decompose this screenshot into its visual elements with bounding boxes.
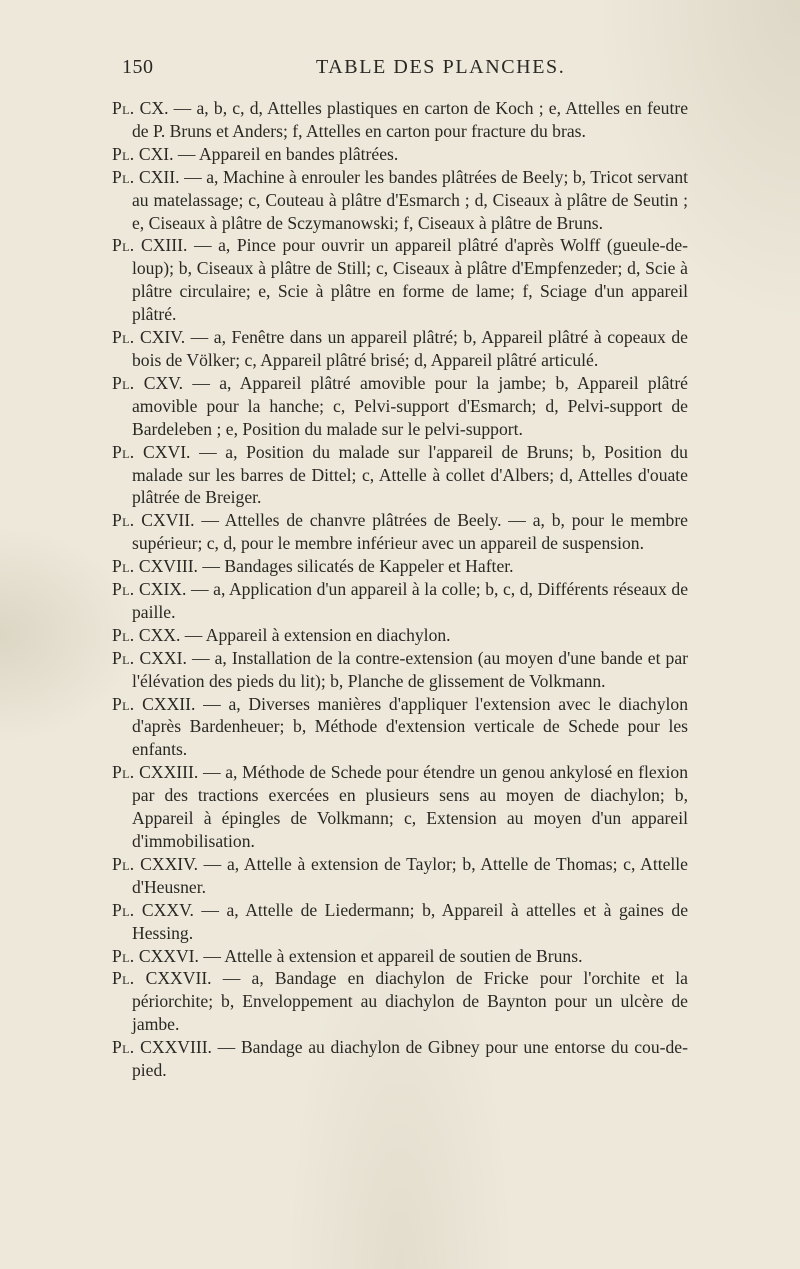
plate-entry xyxy=(112,945,688,968)
plate-label: Pl. xyxy=(112,647,135,668)
plate-label: Pl. xyxy=(112,579,135,600)
page-header xyxy=(122,56,682,84)
plate-entry xyxy=(112,326,688,372)
plate-label: Pl. xyxy=(112,98,135,118)
plate-label: Pl. xyxy=(112,762,135,783)
plate-entry xyxy=(112,555,688,578)
plate-description: CXX. — Appareil à extension en diachylon. xyxy=(138,624,451,645)
plate-label: Pl. xyxy=(112,1037,135,1058)
page-number: 150 xyxy=(122,56,154,78)
plate-description: CXVII. — Attelles de chanvre plâtrées de Beely. — a, b, pour le membre supérieur; c, d, pour le membre inférieur avec un appareil de suspension. xyxy=(132,510,688,554)
plate-description: CXXI. — a, Installation de la contre-extension (au moyen d'une bande et par l'élévation des pieds du lit); b, Planche de glissement de Volkmann. xyxy=(132,647,688,691)
plate-description: CXII. — a, Machine à enrouler les bandes plâtrées de Beely; b, Tricot servant au matelassage; c, Couteau à plâtre d'Esmarch ; d, Ciseaux à plâtre de Seutin ; e, Ciseaux à plâtre de Sczymanowski; f, Ciseaux à plâtre de Bruns. xyxy=(132,166,688,233)
plate-entry xyxy=(112,97,688,143)
plate-description: CXIX. — a, Application d'un appareil à la colle; b, c, d, Différents réseaux de paille. xyxy=(132,579,689,622)
plate-description: CXXV. — a, Attelle de Liedermann; b, Appareil à attelles et à gaines de Hessing. xyxy=(132,899,688,943)
plate-label: Pl. xyxy=(112,899,135,920)
plate-label: Pl. xyxy=(112,143,135,164)
plate-entry xyxy=(112,372,688,441)
plate-entry xyxy=(112,853,688,899)
plate-description: CXV. — a, Appareil plâtré amovible pour la jambe; b, Appareil plâtré amovible pour la hanche; c, Pelvi-support d'Esmarch; d, Pelvi-support de Bardeleben ; e, Position du malade sur le pelvi-support. xyxy=(132,372,688,439)
plate-description: CXVI. — a, Position du malade sur l'appareil de Bruns; b, Position du malade sur les barres de Dittel; c, Attelle à collet d'Albers; d, Attelles d'ouate plâtrée de Breiger. xyxy=(132,441,688,508)
plate-entry xyxy=(112,441,688,510)
plate-label: Pl. xyxy=(112,556,135,577)
plate-description: CXIII. — a, Pince pour ouvrir un appareil plâtré d'après Wolff (gueule-de-loup); b, Ciseaux à plâtre de Still; c, Ciseaux à plâtre d'Empfenzeder; d, Scie à plâtre circulaire; e, Scie à plâtre en forme de lame; f, Sciage d'un appareil plâtré. xyxy=(132,235,688,325)
plate-description: CXI. — Appareil en bandes plâtrées. xyxy=(138,143,399,164)
plate-description: CXXVI. — Attelle à extension et appareil de soutien de Bruns. xyxy=(138,945,583,966)
plate-entry xyxy=(112,166,688,235)
plate-description: CXIV. — a, Fenêtre dans un appareil plâtré; b, Appareil plâtré à copeaux de bois de Völker; c, Appareil plâtré brisé; d, Appareil plâtré articulé. xyxy=(132,327,688,370)
plate-label: Pl. xyxy=(112,166,135,187)
plate-description: CXXII. — a, Diverses manières d'appliquer l'extension avec le diachylon d'après Bardenheuer; b, Méthode d'extension verticale de Schede pour les enfants. xyxy=(132,693,689,760)
plate-entry xyxy=(112,899,688,945)
plate-entry xyxy=(112,761,688,853)
plate-entry xyxy=(112,624,688,647)
plate-entry xyxy=(112,509,688,555)
plates-list xyxy=(112,97,688,1082)
plate-entry xyxy=(112,1036,688,1082)
plate-label: Pl. xyxy=(112,624,135,645)
plate-label: Pl. xyxy=(112,693,135,714)
running-title: TABLE DES PLANCHES. xyxy=(316,56,566,78)
plate-label: Pl. xyxy=(112,441,135,462)
plate-label: Pl. xyxy=(112,945,135,966)
plate-description: CXXVII. — a, Bandage en diachylon de Fricke pour l'orchite et la périorchite; b, Enveloppement au diachylon de Baynton pour un ulcère de jambe. xyxy=(132,968,688,1035)
plate-entry xyxy=(112,967,688,1036)
plate-description: CXXIV. — a, Attelle à extension de Taylor; b, Attelle de Thomas; c, Attelle d'Heusner. xyxy=(132,853,688,897)
plate-entry xyxy=(112,234,688,326)
plate-entry xyxy=(112,143,688,166)
plate-description: CXXIII. — a, Méthode de Schede pour étendre un genou ankylosé en flexion par des tractions exercées en plusieurs sens au moyen de diachylon; b, Appareil à épingles de Volkmann; c, Extension au moyen d'un appareil d'immobilisation. xyxy=(132,762,688,851)
plate-entry xyxy=(112,693,688,762)
plate-label: Pl. xyxy=(112,510,135,531)
plate-description: CXVIII. — Bandages silicatés de Kappeler et Hafter. xyxy=(138,556,514,577)
plate-entry xyxy=(112,647,688,693)
plate-label: Pl. xyxy=(112,327,135,348)
plate-description: CX. — a, b, c, d, Attelles plastiques en carton de Koch ; e, Attelles en feutre de P. Bruns et Anders; f, Attelles en carton pour fracture du bras. xyxy=(132,98,689,141)
plate-label: Pl. xyxy=(112,235,135,256)
plate-label: Pl. xyxy=(112,968,135,989)
plate-entry xyxy=(112,578,688,624)
plate-description: CXXVIII. — Bandage au diachylon de Gibney pour une entorse du cou-de-pied. xyxy=(132,1037,688,1081)
plate-label: Pl. xyxy=(112,372,135,393)
plate-label: Pl. xyxy=(112,853,135,874)
